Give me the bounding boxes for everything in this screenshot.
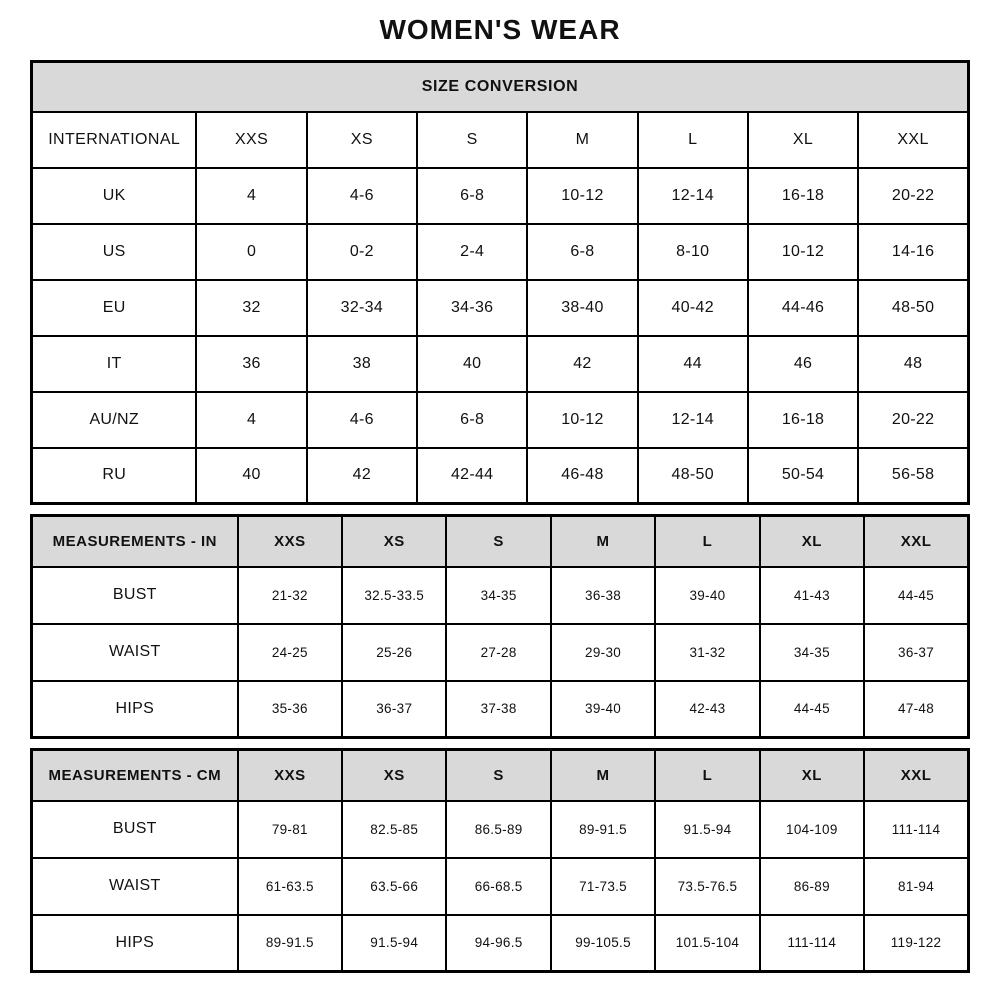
column-header-international: INTERNATIONAL [32, 112, 197, 168]
row-label: AU/NZ [32, 392, 197, 448]
table-cell: 8-10 [638, 224, 748, 280]
table-cell: 10-12 [748, 224, 858, 280]
table-cell: 40 [196, 448, 306, 504]
table-cell: 101.5-104 [655, 915, 759, 972]
table-cell: 99-105.5 [551, 915, 655, 972]
table-cell: 16-18 [748, 392, 858, 448]
table-cell: 44-46 [748, 280, 858, 336]
size-conversion-title: SIZE CONVERSION [32, 62, 969, 112]
column-header-xxs: XXS [238, 750, 342, 801]
column-header-s: S [446, 516, 550, 567]
table-row-bust-cm [32, 801, 969, 858]
row-label: BUST [32, 801, 238, 858]
table-cell: 104-109 [760, 801, 864, 858]
table-cell: 48-50 [858, 280, 968, 336]
table-cell: 66-68.5 [446, 858, 550, 915]
table-cell: 42-44 [417, 448, 527, 504]
table-cell: 40 [417, 336, 527, 392]
table-cell: 39-40 [655, 567, 759, 624]
table-cell: 20-22 [858, 168, 968, 224]
row-label: BUST [32, 567, 238, 624]
measurements-in-title: MEASUREMENTS - IN [32, 516, 238, 567]
table-cell: 89-91.5 [551, 801, 655, 858]
table-cell: 31-32 [655, 624, 759, 681]
column-header-s: S [417, 112, 527, 168]
table-cell: 0 [196, 224, 306, 280]
column-header-xs: XS [342, 750, 446, 801]
table-cell: 73.5-76.5 [655, 858, 759, 915]
column-header-l: L [655, 516, 759, 567]
table-cell: 10-12 [527, 392, 637, 448]
table-cell: 21-32 [238, 567, 342, 624]
table-cell: 32.5-33.5 [342, 567, 446, 624]
column-header-m: M [551, 516, 655, 567]
table-cell: 42 [527, 336, 637, 392]
column-header-l: L [655, 750, 759, 801]
size-conversion-title-row [32, 62, 969, 112]
table-cell: 36-37 [342, 681, 446, 738]
table-cell: 41-43 [760, 567, 864, 624]
table-cell: 32 [196, 280, 306, 336]
table-cell: 71-73.5 [551, 858, 655, 915]
measurements-in-table [30, 514, 970, 739]
table-cell: 44-45 [760, 681, 864, 738]
column-header-xl: XL [760, 750, 864, 801]
row-label: EU [32, 280, 197, 336]
table-row-eu [32, 280, 969, 336]
table-cell: 38 [307, 336, 417, 392]
page-title: WOMEN'S WEAR [379, 14, 621, 45]
table-cell: 36 [196, 336, 306, 392]
table-cell: 20-22 [858, 392, 968, 448]
table-cell: 34-35 [446, 567, 550, 624]
column-header-xs: XS [307, 112, 417, 168]
column-header-xxl: XXL [864, 516, 968, 567]
table-cell: 61-63.5 [238, 858, 342, 915]
table-cell: 42 [307, 448, 417, 504]
table-row-us [32, 224, 969, 280]
table-cell: 25-26 [342, 624, 446, 681]
table-row-uk [32, 168, 969, 224]
table-row-hips-in [32, 681, 969, 738]
table-cell: 91.5-94 [342, 915, 446, 972]
table-row-ru [32, 448, 969, 504]
table-cell: 94-96.5 [446, 915, 550, 972]
table-cell: 63.5-66 [342, 858, 446, 915]
table-row-hips-cm [32, 915, 969, 972]
column-header-xxs: XXS [196, 112, 306, 168]
row-label: HIPS [32, 915, 238, 972]
table-cell: 0-2 [307, 224, 417, 280]
table-cell: 29-30 [551, 624, 655, 681]
table-cell: 12-14 [638, 168, 748, 224]
table-cell: 4 [196, 168, 306, 224]
row-label: RU [32, 448, 197, 504]
table-cell: 111-114 [760, 915, 864, 972]
table-row-waist-in [32, 624, 969, 681]
table-cell: 44-45 [864, 567, 968, 624]
table-cell: 79-81 [238, 801, 342, 858]
row-label: IT [32, 336, 197, 392]
table-cell: 86.5-89 [446, 801, 550, 858]
table-cell: 34-35 [760, 624, 864, 681]
table-cell: 47-48 [864, 681, 968, 738]
row-label: WAIST [32, 858, 238, 915]
measurements-cm-title: MEASUREMENTS - CM [32, 750, 238, 801]
table-cell: 91.5-94 [655, 801, 759, 858]
table-cell: 82.5-85 [342, 801, 446, 858]
table-cell: 6-8 [417, 392, 527, 448]
table-cell: 37-38 [446, 681, 550, 738]
table-cell: 2-4 [417, 224, 527, 280]
table-cell: 4-6 [307, 168, 417, 224]
table-cell: 86-89 [760, 858, 864, 915]
table-cell: 24-25 [238, 624, 342, 681]
table-cell: 46 [748, 336, 858, 392]
table-cell: 10-12 [527, 168, 637, 224]
row-label: UK [32, 168, 197, 224]
size-conversion-header-row [32, 112, 969, 168]
table-cell: 6-8 [417, 168, 527, 224]
table-cell: 27-28 [446, 624, 550, 681]
column-header-s: S [446, 750, 550, 801]
measurements-in-header-row [32, 516, 969, 567]
table-row-bust-in [32, 567, 969, 624]
table-cell: 48-50 [638, 448, 748, 504]
column-header-xxl: XXL [858, 112, 968, 168]
table-cell: 35-36 [238, 681, 342, 738]
measurements-cm-header-row [32, 750, 969, 801]
table-cell: 38-40 [527, 280, 637, 336]
column-header-l: L [638, 112, 748, 168]
column-header-xl: XL [748, 112, 858, 168]
table-cell: 111-114 [864, 801, 968, 858]
column-header-m: M [551, 750, 655, 801]
table-cell: 119-122 [864, 915, 968, 972]
table-cell: 4-6 [307, 392, 417, 448]
table-cell: 50-54 [748, 448, 858, 504]
table-cell: 56-58 [858, 448, 968, 504]
column-header-xl: XL [760, 516, 864, 567]
table-row-waist-cm [32, 858, 969, 915]
table-cell: 12-14 [638, 392, 748, 448]
table-cell: 39-40 [551, 681, 655, 738]
column-header-xs: XS [342, 516, 446, 567]
table-cell: 6-8 [527, 224, 637, 280]
row-label: HIPS [32, 681, 238, 738]
measurements-cm-table [30, 748, 970, 973]
table-cell: 42-43 [655, 681, 759, 738]
table-cell: 4 [196, 392, 306, 448]
table-cell: 14-16 [858, 224, 968, 280]
table-cell: 40-42 [638, 280, 748, 336]
row-label: WAIST [32, 624, 238, 681]
table-cell: 81-94 [864, 858, 968, 915]
row-label: US [32, 224, 197, 280]
size-conversion-table [30, 60, 970, 505]
table-cell: 48 [858, 336, 968, 392]
table-row-it [32, 336, 969, 392]
table-cell: 32-34 [307, 280, 417, 336]
column-header-xxl: XXL [864, 750, 968, 801]
table-cell: 44 [638, 336, 748, 392]
column-header-xxs: XXS [238, 516, 342, 567]
table-row-aunz [32, 392, 969, 448]
table-cell: 34-36 [417, 280, 527, 336]
table-cell: 46-48 [527, 448, 637, 504]
table-cell: 89-91.5 [238, 915, 342, 972]
column-header-m: M [527, 112, 637, 168]
table-cell: 36-37 [864, 624, 968, 681]
table-cell: 36-38 [551, 567, 655, 624]
table-cell: 16-18 [748, 168, 858, 224]
